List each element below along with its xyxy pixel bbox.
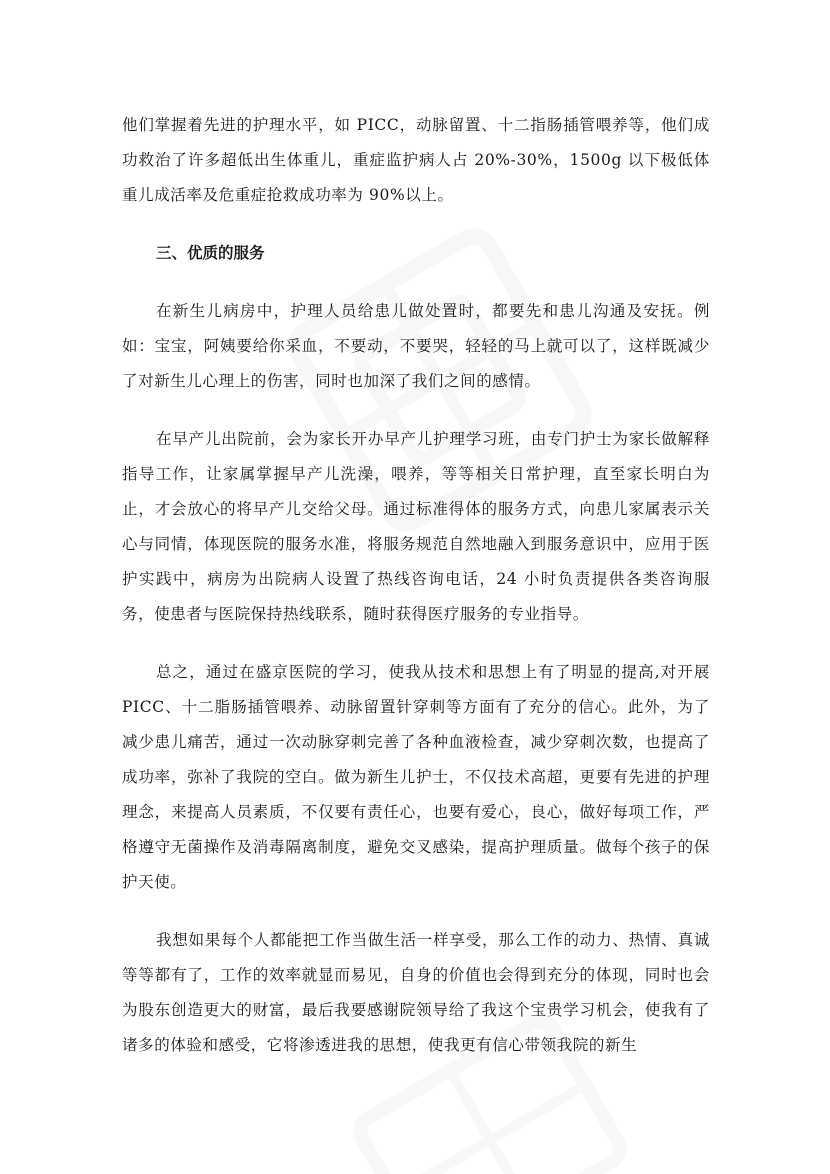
section-heading: 三、优质的服务 [156,244,265,262]
paragraph: 他们掌握着先进的护理水平，如 PICC，动脉留置、十二指肠插管喂养等，他们成功救治了许多超低出生体重儿，重症监护病人占 20%-30%，1500g 以下极低体重儿成活率及危重症抢救成功率为 90%以上。 [122,116,710,204]
paragraph: 我想如果每个人都能把工作当做生活一样享受，那么工作的动力、热情、真诚等等都有了，工作的效率就显而易见，自身的价值也会得到充分的体现，同时也会为股东创造更大的财富，最后我要感谢院领导给了我这个宝贵学习机会，使我有了诸多的体验和感受，它将渗透进我的思想，使我更有信心带领我院的新生 [122,931,710,1054]
document-body [122,108,710,1086]
paragraph: 在新生儿病房中，护理人员给患儿做处置时，都要先和患儿沟通及安抚。例如：宝宝，阿姨要给你采血，不要动，不要哭，轻轻的马上就可以了，这样既减少了对新生儿心理上的伤害，同时也加深了我们之间的感情。 [122,302,710,390]
paragraph: 在早产儿出院前，会为家长开办早产儿护理学习班，由专门护士为家长做解释指导工作，让家属掌握早产儿洗澡，喂养，等等相关日常护理，直至家长明白为止，才会放心的将早产儿交给父母。通过标准得体的服务方式，向患儿家属表示关心与同情，体现医院的服务水准，将服务规范自然地融入到服务意识中，应用于医护实践中，病房为出院病人设置了热线咨询电话，24 小时负责提供各类咨询服务，使患者与医院保持热线联系，随时获得医疗服务的专业指导。 [122,430,710,623]
paragraph: 总之，通过在盛京医院的学习，使我从技术和思想上有了明显的提高,对开展 PICC、十二脂肠插管喂养、动脉留置针穿刺等方面有了充分的信心。此外，为了减少患儿痛苦，通过一次动脉穿刺完善了各种血液检查，减少穿刺次数，也提高了成功率，弥补了我院的空白。做为新生儿护士，不仅技术高超，更要有先进的护理理念，来提高人员素质，不仅要有责任心，也要有爱心，良心，做好每项工作，严格遵守无菌操作及消毒隔离制度，避免交叉感染，提高护理质量。做每个孩子的保护天使。 [122,663,710,891]
